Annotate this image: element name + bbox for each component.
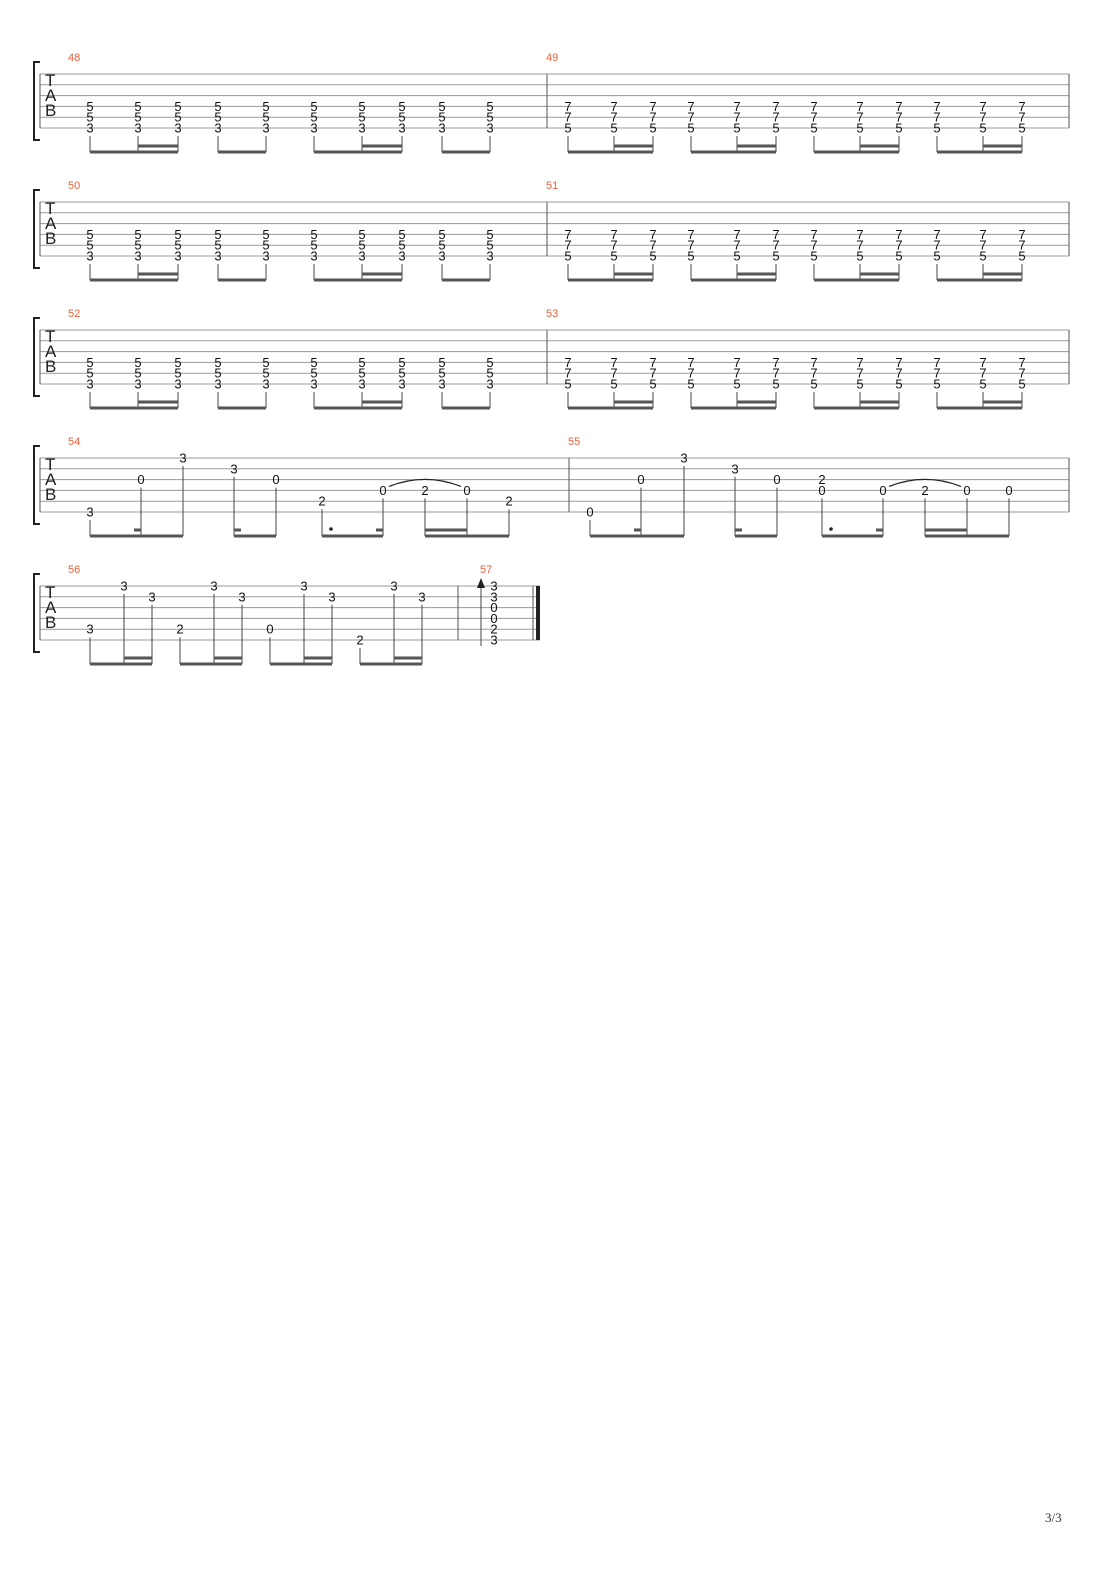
fret-number: 5	[438, 98, 446, 114]
fret-number: 3	[214, 120, 222, 136]
fret-number: 5	[262, 98, 270, 114]
fret-number: 2	[176, 621, 184, 637]
measure-number: 53	[546, 308, 559, 320]
staff-system	[34, 574, 540, 652]
fret-number: 7	[564, 365, 572, 381]
fret-number: 3	[262, 376, 270, 392]
fret-number: 5	[358, 365, 366, 381]
fret-number: 7	[733, 109, 741, 125]
fret-number: 5	[687, 376, 695, 392]
fret-number: 5	[86, 354, 94, 370]
fret-number: 5	[86, 226, 94, 242]
fret-number: 7	[649, 354, 657, 370]
fret-number: 5	[856, 248, 864, 264]
fret-number: 5	[86, 98, 94, 114]
measure-number: 56	[68, 564, 81, 576]
fret-number: 7	[687, 109, 695, 125]
fret-number: 3	[86, 248, 94, 264]
fret-number: 2	[818, 472, 826, 488]
fret-number: 5	[649, 376, 657, 392]
fret-number: 7	[810, 98, 818, 114]
fret-number: 5	[1018, 376, 1026, 392]
fret-number: 5	[933, 248, 941, 264]
fret-number: 5	[174, 365, 182, 381]
fret-number: 3	[358, 120, 366, 136]
fret-number: 3	[438, 120, 446, 136]
fret-number: 0	[490, 600, 498, 616]
fret-number: 7	[564, 354, 572, 370]
fret-number: 5	[772, 248, 780, 264]
fret-number: 5	[733, 376, 741, 392]
fret-number: 7	[649, 237, 657, 253]
fret-number: 5	[398, 365, 406, 381]
fret-number: 7	[649, 98, 657, 114]
fret-number: 7	[564, 237, 572, 253]
tab-clef-letter: A	[45, 86, 57, 105]
fret-number: 5	[174, 354, 182, 370]
fret-number: 3	[86, 120, 94, 136]
fret-number: 5	[438, 109, 446, 125]
fret-number: 7	[856, 226, 864, 242]
fret-number: 3	[86, 504, 94, 520]
fret-number: 7	[810, 109, 818, 125]
fret-number: 3	[300, 578, 308, 594]
fret-number: 2	[505, 493, 513, 509]
fret-number: 5	[262, 365, 270, 381]
fret-number: 3	[134, 248, 142, 264]
staff-system	[34, 446, 1069, 524]
fret-number: 5	[1018, 120, 1026, 136]
fret-number: 5	[398, 354, 406, 370]
fret-number: 7	[810, 354, 818, 370]
fret-number: 3	[438, 248, 446, 264]
fret-number: 5	[772, 376, 780, 392]
fret-number: 3	[418, 589, 426, 605]
fret-number: 3	[486, 376, 494, 392]
fret-number: 7	[895, 226, 903, 242]
fret-number: 5	[810, 376, 818, 392]
fret-number: 3	[490, 632, 498, 648]
strum-up-arrow-icon	[477, 578, 485, 588]
fret-number: 5	[610, 248, 618, 264]
fret-number: 5	[398, 98, 406, 114]
tab-clef-letter: T	[45, 327, 56, 346]
fret-number: 5	[214, 237, 222, 253]
fret-number: 5	[895, 248, 903, 264]
fret-number: 2	[921, 482, 929, 498]
fret-number: 7	[772, 98, 780, 114]
fret-number: 5	[564, 248, 572, 264]
fret-number: 7	[1018, 365, 1026, 381]
fret-number: 2	[356, 632, 364, 648]
fret-number: 3	[486, 120, 494, 136]
fret-number: 7	[1018, 237, 1026, 253]
fret-number: 3	[174, 248, 182, 264]
fret-number: 3	[328, 589, 336, 605]
fret-number: 3	[490, 578, 498, 594]
fret-number: 5	[86, 109, 94, 125]
fret-number: 3	[86, 621, 94, 637]
staff-system	[34, 318, 1069, 396]
fret-number: 3	[120, 578, 128, 594]
fret-number: 5	[310, 365, 318, 381]
tab-clef-letter: T	[45, 455, 56, 474]
measure	[68, 52, 494, 152]
fret-number: 3	[358, 248, 366, 264]
fret-number: 5	[486, 98, 494, 114]
system-bracket	[34, 190, 40, 268]
fret-number: 7	[856, 109, 864, 125]
fret-number: 3	[134, 120, 142, 136]
fret-number: 7	[649, 226, 657, 242]
fret-number: 2	[490, 621, 498, 637]
fret-number: 7	[733, 365, 741, 381]
fret-number: 7	[810, 226, 818, 242]
measure-number: 48	[68, 52, 81, 64]
system-bracket	[34, 318, 40, 396]
fret-number: 7	[610, 365, 618, 381]
fret-number: 3	[731, 461, 739, 477]
fret-number: 3	[174, 376, 182, 392]
fret-number: 5	[262, 109, 270, 125]
fret-number: 7	[856, 237, 864, 253]
fret-number: 5	[134, 237, 142, 253]
fret-number: 3	[680, 450, 688, 466]
fret-number: 3	[358, 376, 366, 392]
fret-number: 0	[586, 504, 594, 520]
fret-number: 7	[687, 98, 695, 114]
fret-number: 3	[398, 248, 406, 264]
fret-number: 7	[933, 98, 941, 114]
fret-number: 7	[979, 237, 987, 253]
fret-number: 5	[358, 354, 366, 370]
fret-number: 7	[610, 226, 618, 242]
fret-number: 7	[687, 354, 695, 370]
fret-number: 7	[772, 237, 780, 253]
fret-number: 5	[262, 226, 270, 242]
fret-number: 5	[134, 365, 142, 381]
fret-number: 5	[398, 226, 406, 242]
tab-clef-letter: B	[45, 613, 57, 632]
fret-number: 7	[687, 237, 695, 253]
tab-clef-letter: B	[45, 229, 57, 248]
fret-number: 2	[318, 493, 326, 509]
staff-system	[34, 62, 1069, 140]
measure-number: 49	[546, 52, 559, 64]
fret-number: 2	[421, 482, 429, 498]
fret-number: 0	[272, 472, 280, 488]
fret-number: 5	[979, 248, 987, 264]
fret-number: 3	[262, 120, 270, 136]
fret-number: 5	[134, 109, 142, 125]
fret-number: 7	[733, 226, 741, 242]
fret-number: 7	[1018, 354, 1026, 370]
fret-number: 5	[310, 109, 318, 125]
fret-number: 7	[1018, 98, 1026, 114]
fret-number: 7	[610, 109, 618, 125]
fret-number: 7	[933, 365, 941, 381]
fret-number: 5	[856, 376, 864, 392]
fret-number: 0	[266, 621, 274, 637]
fret-number: 5	[214, 109, 222, 125]
fret-number: 7	[895, 365, 903, 381]
fret-number: 5	[564, 120, 572, 136]
fret-number: 5	[174, 98, 182, 114]
tab-clef-letter: A	[45, 214, 57, 233]
fret-number: 5	[649, 120, 657, 136]
fret-number: 5	[1018, 248, 1026, 264]
fret-number: 7	[1018, 226, 1026, 242]
fret-number: 5	[733, 120, 741, 136]
measure-number: 54	[68, 436, 81, 448]
fret-number: 5	[134, 98, 142, 114]
fret-number: 7	[687, 226, 695, 242]
tab-clef-letter: B	[45, 485, 57, 504]
fret-number: 5	[214, 226, 222, 242]
fret-number: 5	[810, 248, 818, 264]
fret-number: 5	[486, 354, 494, 370]
measure-number: 55	[568, 436, 581, 448]
fret-number: 5	[895, 120, 903, 136]
fret-number: 3	[238, 589, 246, 605]
fret-number: 5	[486, 226, 494, 242]
fret-number: 7	[979, 354, 987, 370]
page-number: 3/3	[1045, 1510, 1062, 1525]
fret-number: 3	[174, 120, 182, 136]
fret-number: 5	[810, 120, 818, 136]
fret-number: 3	[210, 578, 218, 594]
measure	[546, 180, 1026, 280]
fret-number: 3	[214, 248, 222, 264]
tab-clef-letter: T	[45, 583, 56, 602]
fret-number: 5	[438, 226, 446, 242]
staff-system	[34, 190, 1069, 268]
fret-number: 7	[772, 365, 780, 381]
fret-number: 7	[564, 226, 572, 242]
fret-number: 5	[134, 226, 142, 242]
fret-number: 7	[933, 237, 941, 253]
fret-number: 3	[438, 376, 446, 392]
fret-number: 5	[486, 237, 494, 253]
fret-number: 5	[174, 237, 182, 253]
fret-number: 3	[310, 120, 318, 136]
fret-number: 7	[772, 354, 780, 370]
fret-number: 5	[174, 109, 182, 125]
measure	[546, 308, 1026, 408]
fret-number: 7	[856, 365, 864, 381]
fret-number: 7	[733, 354, 741, 370]
fret-number: 7	[979, 98, 987, 114]
tab-clef-letter: B	[45, 357, 57, 376]
fret-number: 7	[733, 237, 741, 253]
fret-number: 0	[818, 482, 826, 498]
fret-number: 7	[1018, 109, 1026, 125]
fret-number: 0	[773, 472, 781, 488]
fret-number: 5	[933, 120, 941, 136]
fret-number: 3	[390, 578, 398, 594]
fret-number: 5	[687, 120, 695, 136]
fret-number: 5	[358, 98, 366, 114]
fret-number: 5	[214, 365, 222, 381]
fret-number: 5	[310, 98, 318, 114]
fret-number: 5	[398, 237, 406, 253]
fret-number: 7	[687, 365, 695, 381]
tab-clef-letter: T	[45, 71, 56, 90]
fret-number: 5	[134, 354, 142, 370]
fret-number: 7	[564, 98, 572, 114]
tab-clef-letter: A	[45, 598, 57, 617]
fret-number: 5	[687, 248, 695, 264]
fret-number: 7	[979, 109, 987, 125]
system-bracket	[34, 446, 40, 524]
fret-number: 0	[379, 482, 387, 498]
fret-number: 7	[979, 365, 987, 381]
rhythm-dot	[829, 527, 833, 531]
measure	[568, 436, 1013, 536]
fret-number: 5	[398, 109, 406, 125]
fret-number: 5	[933, 376, 941, 392]
fret-number: 7	[610, 354, 618, 370]
fret-number: 7	[564, 109, 572, 125]
fret-number: 5	[856, 120, 864, 136]
measure-number: 50	[68, 180, 81, 192]
fret-number: 5	[358, 226, 366, 242]
fret-number: 5	[486, 365, 494, 381]
fret-number: 5	[438, 354, 446, 370]
fret-number: 3	[214, 376, 222, 392]
fret-number: 3	[262, 248, 270, 264]
fret-number: 7	[933, 226, 941, 242]
fret-number: 3	[179, 450, 187, 466]
fret-number: 7	[772, 226, 780, 242]
fret-number: 7	[733, 98, 741, 114]
fret-number: 3	[230, 461, 238, 477]
fret-number: 7	[810, 365, 818, 381]
fret-number: 3	[310, 376, 318, 392]
fret-number: 5	[86, 237, 94, 253]
measure	[68, 308, 494, 408]
fret-number: 5	[486, 109, 494, 125]
system-bracket	[34, 574, 40, 652]
fret-number: 0	[463, 482, 471, 498]
fret-number: 7	[933, 109, 941, 125]
fret-number: 3	[398, 376, 406, 392]
fret-number: 5	[310, 354, 318, 370]
tab-clef-letter: B	[45, 101, 57, 120]
fret-number: 7	[856, 98, 864, 114]
rhythm-dot	[329, 527, 333, 531]
fret-number: 7	[810, 237, 818, 253]
fret-number: 5	[358, 237, 366, 253]
fret-number: 5	[733, 248, 741, 264]
fret-number: 7	[610, 98, 618, 114]
measure	[68, 436, 513, 536]
fret-number: 3	[134, 376, 142, 392]
measure-number: 51	[546, 180, 559, 192]
tab-clef-letter: T	[45, 199, 56, 218]
measure-number: 57	[480, 564, 493, 576]
tab-clef-letter: A	[45, 342, 57, 361]
tab-clef-letter: A	[45, 470, 57, 489]
fret-number: 7	[895, 237, 903, 253]
fret-number: 5	[649, 248, 657, 264]
fret-number: 5	[438, 237, 446, 253]
fret-number: 5	[979, 120, 987, 136]
fret-number: 0	[637, 472, 645, 488]
fret-number: 5	[262, 237, 270, 253]
fret-number: 5	[310, 237, 318, 253]
fret-number: 5	[262, 354, 270, 370]
fret-number: 7	[979, 226, 987, 242]
fret-number: 5	[772, 120, 780, 136]
system-bracket	[34, 62, 40, 140]
fret-number: 7	[895, 354, 903, 370]
fret-number: 7	[856, 354, 864, 370]
fret-number: 3	[398, 120, 406, 136]
fret-number: 3	[486, 248, 494, 264]
fret-number: 5	[174, 226, 182, 242]
fret-number: 7	[610, 237, 618, 253]
fret-number: 7	[649, 109, 657, 125]
fret-number: 3	[148, 589, 156, 605]
measure	[68, 180, 494, 280]
fret-number: 0	[137, 472, 145, 488]
fret-number: 5	[610, 120, 618, 136]
fret-number: 7	[895, 98, 903, 114]
fret-number: 5	[214, 98, 222, 114]
fret-number: 5	[358, 109, 366, 125]
measure	[68, 564, 426, 664]
fret-number: 5	[610, 376, 618, 392]
fret-number: 0	[1005, 482, 1013, 498]
measure-number: 52	[68, 308, 81, 320]
fret-number: 0	[963, 482, 971, 498]
fret-number: 7	[772, 109, 780, 125]
fret-number: 5	[310, 226, 318, 242]
fret-number: 5	[895, 376, 903, 392]
fret-number: 7	[649, 365, 657, 381]
measure	[477, 564, 498, 648]
fret-number: 3	[490, 589, 498, 605]
fret-number: 5	[86, 365, 94, 381]
measure	[546, 52, 1026, 152]
fret-number: 3	[86, 376, 94, 392]
fret-number: 7	[895, 109, 903, 125]
fret-number: 5	[438, 365, 446, 381]
fret-number: 5	[564, 376, 572, 392]
fret-number: 0	[879, 482, 887, 498]
fret-number: 5	[979, 376, 987, 392]
fret-number: 7	[933, 354, 941, 370]
fret-number: 0	[490, 610, 498, 626]
fret-number: 3	[310, 248, 318, 264]
fret-number: 5	[214, 354, 222, 370]
